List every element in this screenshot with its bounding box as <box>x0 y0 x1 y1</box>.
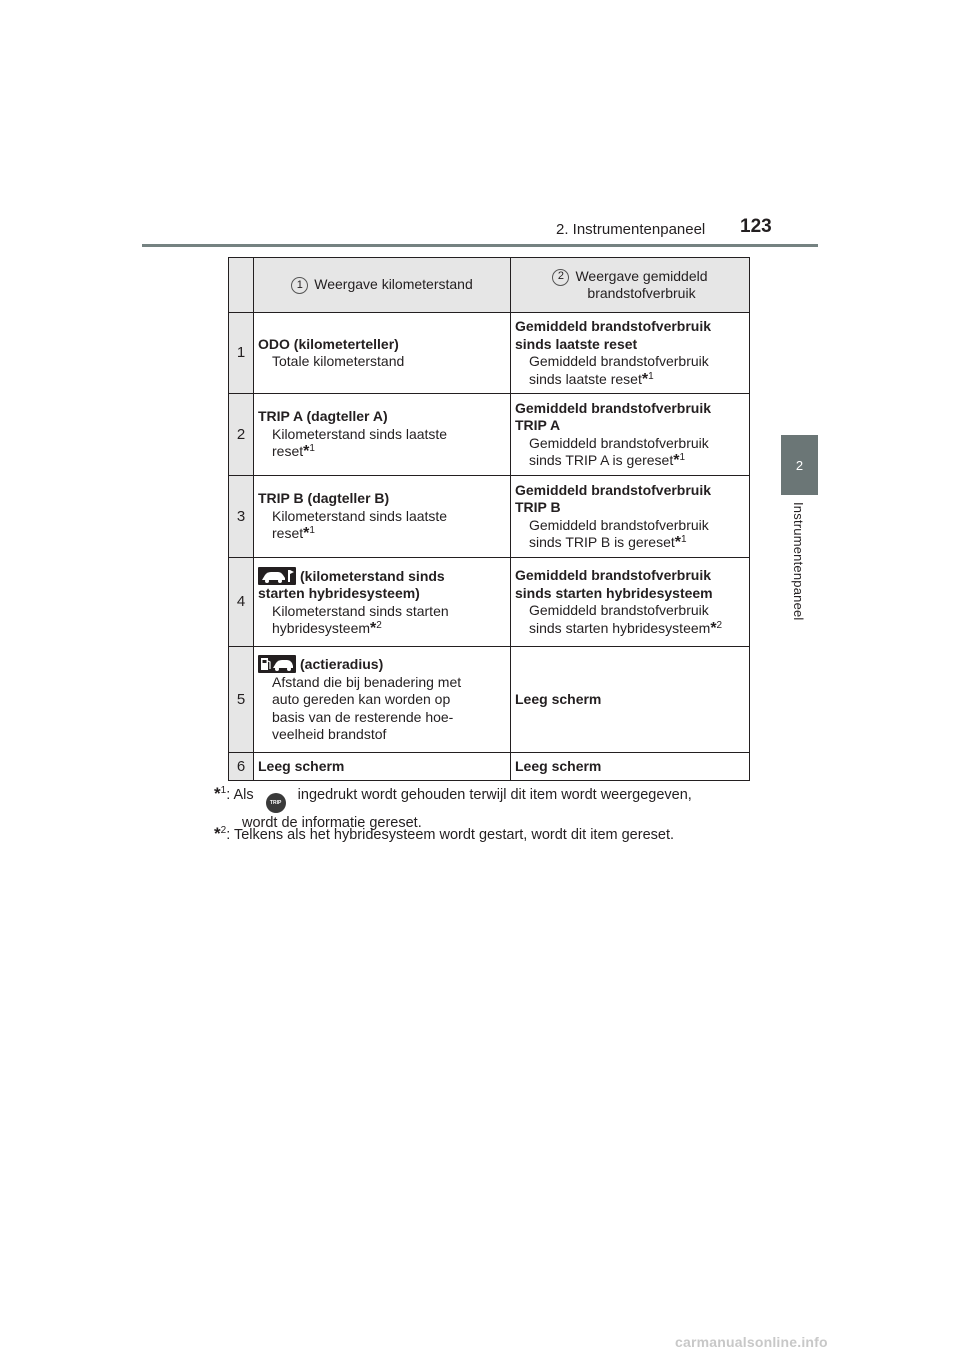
row-col1 <box>254 476 511 558</box>
row-description: reset*$^1$ <box>272 443 315 461</box>
table-row <box>229 313 750 394</box>
col2-marker-icon: 2 <box>552 269 569 286</box>
col1-marker-icon: 1 <box>291 277 308 294</box>
table-row <box>229 753 750 781</box>
header-rule <box>142 244 818 247</box>
row-title: Gemiddeld brandstofverbruik <box>515 567 712 583</box>
table-row <box>229 647 750 753</box>
footnote-star: * <box>303 443 310 461</box>
row-title: starten hybridesysteem) <box>258 585 420 601</box>
footnote-text: : Als <box>226 787 254 803</box>
row-col2 <box>511 476 750 558</box>
trip-button-icon: TRIP <box>266 793 286 813</box>
chapter-tab <box>781 435 818 495</box>
row-description: veelheid brandstof <box>272 726 387 743</box>
col2-header-line1: Weergave gemiddeld <box>575 267 708 284</box>
footnote-ref: 1 <box>648 370 654 382</box>
footnote-marker: 2 <box>220 825 227 836</box>
row-title: Gemiddeld brandstofverbruik <box>515 399 712 416</box>
chapter-label: Instrumentenpaneel <box>791 502 806 621</box>
page-number: 123 <box>740 216 772 237</box>
footnote-text: : Telkens als het hybridesysteem wordt gestart, wordt dit item gereset. <box>226 827 675 843</box>
col2-header-line2: brandstofverbruik <box>587 285 696 301</box>
footnote-star: * <box>214 824 221 843</box>
row-description: Gemiddeld brandstofverbruik <box>529 434 709 451</box>
row-description: Gemiddeld brandstofverbruik <box>529 602 709 618</box>
row-number: 5 <box>229 647 254 753</box>
row-description: Totale kilometerstand <box>272 353 405 369</box>
row-number: 6 <box>229 753 254 781</box>
row-description: reset*$^1$ <box>272 525 315 543</box>
row-title: Gemiddeld brandstofverbruik <box>515 481 712 498</box>
row-col1 <box>254 647 511 753</box>
fuel-range-icon <box>258 655 296 673</box>
row-description: sinds TRIP A is gereset*$^1$ <box>529 452 686 469</box>
row-title: ODO (kilometerteller) <box>258 335 399 352</box>
footnote-ref: 1 <box>309 443 315 455</box>
row-description: Gemiddeld brandstofverbruik <box>529 516 709 533</box>
row-description: Kilometerstand sinds laatste <box>272 425 448 442</box>
row-col1 <box>254 313 511 394</box>
row-number: 1 <box>229 313 254 394</box>
row-col1 <box>254 394 511 476</box>
footnote-star: * <box>641 370 649 388</box>
footnote-ref: 1 <box>681 534 687 545</box>
footnote-star: * <box>370 620 377 637</box>
display-table <box>228 257 750 781</box>
row-description: hybridesysteem*$^2$ <box>272 620 382 637</box>
row-number: 4 <box>229 558 254 647</box>
row-title: Leeg scherm <box>258 757 345 774</box>
row-number: 2 <box>229 394 254 476</box>
footnote-marker: 1 <box>220 785 227 796</box>
footnote-star: * <box>303 525 310 543</box>
row-description: Kilometerstand sinds laatste <box>272 507 448 524</box>
table-row <box>229 558 750 647</box>
footnote-text: wordt de informatie gereset. <box>242 815 422 831</box>
row-description: Gemiddeld brandstofverbruik <box>529 353 709 369</box>
row-description: Afstand die bij benadering met <box>272 673 462 690</box>
row-description: Kilometerstand sinds starten <box>272 602 449 619</box>
row-description: sinds starten hybridesysteem*$^2$ <box>529 619 723 637</box>
row-title: TRIP A (dagteller A) <box>258 408 388 425</box>
row-number: 3 <box>229 476 254 558</box>
table-row <box>229 476 750 558</box>
chapter-number: 2 <box>795 457 804 473</box>
footnote-ref: 1 <box>679 452 686 463</box>
footnote-text: ingedrukt wordt gehouden terwijl dit item wordt weergegeven, <box>297 787 692 803</box>
row-col1 <box>254 558 511 647</box>
header-col1 <box>254 258 511 313</box>
footnote-2 <box>214 824 674 844</box>
footnote-ref: 2 <box>376 620 382 631</box>
row-col2 <box>511 647 750 753</box>
row-title: Leeg scherm <box>515 690 602 707</box>
footnote-star: * <box>710 619 717 637</box>
watermark: carmanualsonline.info <box>675 1334 828 1350</box>
row-title: TRIP B (dagteller B) <box>258 490 390 507</box>
footnote-ref: 1 <box>309 525 315 537</box>
row-title: sinds laatste reset <box>515 335 638 352</box>
row-col2 <box>511 558 750 647</box>
row-description: sinds laatste reset*$^1$ <box>529 370 654 388</box>
row-title: TRIP B <box>515 499 561 515</box>
footnote-ref: 2 <box>716 619 723 631</box>
table-row <box>229 394 750 476</box>
footnote-star: * <box>674 534 682 551</box>
car-distance-icon <box>258 567 296 585</box>
row-description: auto gereden kan worden op <box>272 691 451 708</box>
row-title: TRIP A <box>515 417 561 433</box>
row-description: basis van de resterende hoe- <box>272 708 454 725</box>
row-col2 <box>511 394 750 476</box>
row-title: Leeg scherm <box>515 757 602 774</box>
table-header-row <box>229 258 750 313</box>
footnote-star: * <box>673 452 680 469</box>
row-title: (actieradius) <box>258 655 506 674</box>
row-description: sinds TRIP B is gereset*$^1$ <box>529 534 687 551</box>
row-col2 <box>511 753 750 781</box>
section-title: 2. Instrumentenpaneel <box>556 221 706 238</box>
footnote-star: * <box>214 784 221 803</box>
row-col1 <box>254 753 511 781</box>
row-title: Gemiddeld brandstofverbruik <box>515 318 712 334</box>
row-col2 <box>511 313 750 394</box>
header-col2 <box>511 258 750 313</box>
header-corner-cell <box>229 258 254 313</box>
row-title: (kilometerstand sinds <box>258 567 506 586</box>
row-title: sinds starten hybridesysteem <box>515 584 713 601</box>
col1-header-label: Weergave kilometerstand <box>314 276 473 292</box>
